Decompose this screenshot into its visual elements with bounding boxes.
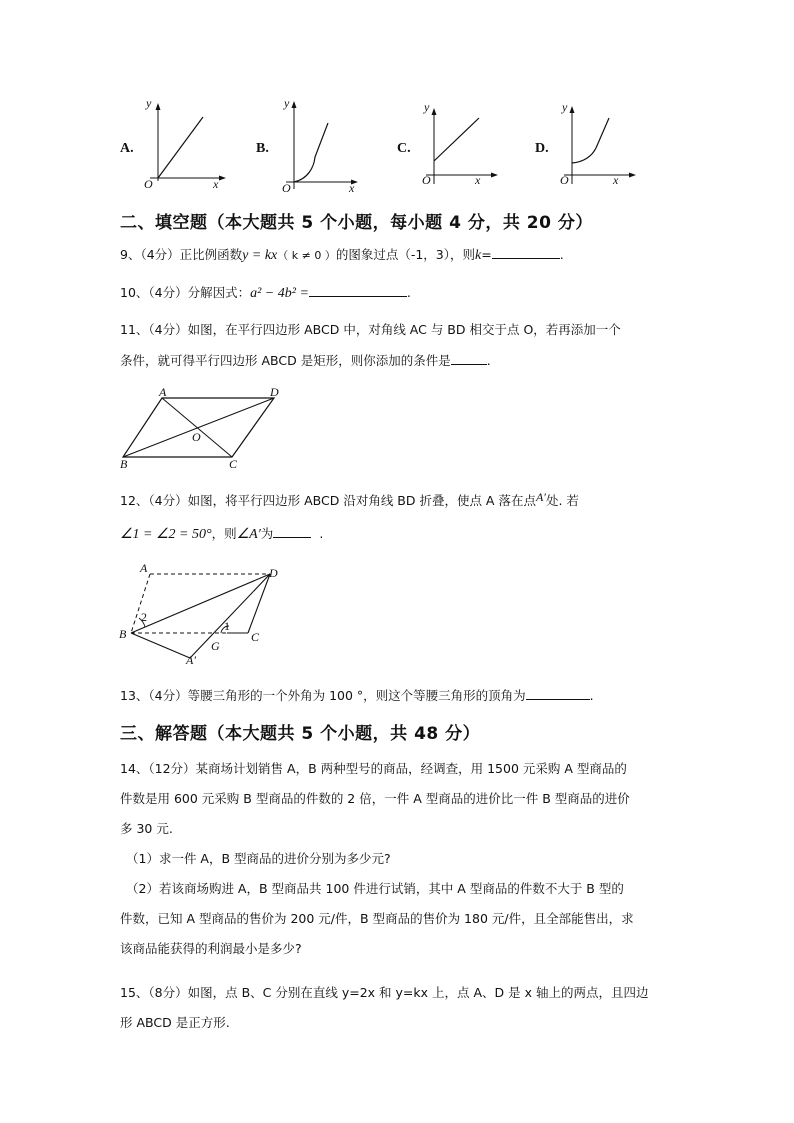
q12-answer-blank[interactable]	[273, 525, 311, 538]
q12-label-aprime: A′	[186, 653, 196, 667]
option-c-curve	[434, 118, 479, 161]
section3-heading: 三、解答题（本大题共 5 个小题，共 48 分）	[120, 724, 481, 744]
option-a-curve	[158, 117, 203, 178]
q12-line1-end: 处. 若	[545, 493, 579, 508]
option-a-label: A.	[120, 141, 134, 156]
q14-sub1: （1）求一件 A，B 型商品的进价分别为多少元?	[126, 851, 391, 866]
option-d-y-label: y	[562, 100, 568, 114]
q13-answer-blank[interactable]	[526, 687, 590, 700]
q9-eq: =	[481, 247, 492, 262]
question-12-line1	[120, 487, 579, 511]
q10-end: .	[406, 285, 411, 300]
q9-mid: 的图象过点（-1，3），则	[335, 247, 475, 262]
q12-line2-end: 为	[260, 526, 274, 541]
q12-label-g: G	[211, 639, 220, 653]
option-c-y-label: y	[424, 100, 430, 114]
question-12-line2	[120, 524, 323, 545]
q12-formula: ∠1 = ∠2 = 50°	[120, 527, 212, 542]
question-11-line2	[120, 351, 491, 371]
option-b-label: B.	[256, 141, 269, 156]
question-10	[120, 283, 411, 304]
q11-line2-text: 条件，就可得平行四边形 ABCD 是矩形，则你添加的条件是	[120, 353, 451, 368]
q9-end: .	[559, 247, 564, 262]
q11-label-o: O	[192, 430, 201, 444]
q14-line1: 14、（12分）某商场计划销售 A，B 两种型号的商品，经调查，用 1500 元采购 A 型商品的	[120, 761, 627, 776]
option-c-label: C.	[397, 141, 411, 156]
q12-label-2: 2	[141, 610, 147, 624]
option-c-graph	[418, 100, 508, 204]
q9-formula: y = kx	[242, 248, 278, 263]
q11-diagonal-ac	[162, 398, 232, 457]
option-a-origin-label: O	[144, 177, 153, 191]
question-13	[120, 686, 594, 706]
option-b-x-label: x	[349, 181, 355, 195]
q12-side-ba	[131, 633, 190, 658]
q14-line3: 多 30 元.	[120, 821, 173, 836]
q12-angle: ∠A′	[236, 527, 261, 542]
q13-end: .	[589, 688, 594, 703]
question-9	[120, 245, 564, 266]
option-d-x-label: x	[613, 173, 619, 187]
option-b-curve	[294, 123, 328, 182]
q9-prefix: 9、（4分）正比例函数	[120, 247, 243, 262]
option-d-curve	[572, 118, 609, 163]
q12-aprime: A′	[535, 490, 546, 504]
q11-label-d: D	[270, 385, 279, 399]
q10-formula: a² − 4b² =	[250, 286, 309, 301]
q12-side-ad	[190, 574, 270, 658]
option-d-origin-label: O	[560, 173, 569, 187]
q12-label-1: 1	[224, 619, 230, 633]
option-b-origin-label: O	[282, 181, 291, 195]
q15-line1: 15、（8分）如图，点 B、C 分别在直线 y=2x 和 y=kx 上，点 A、D 是 x 轴上的两点，且四边	[120, 985, 649, 1000]
option-b-y-label: y	[284, 96, 290, 110]
option-c-origin-label: O	[422, 173, 431, 187]
q11-label-b: B	[120, 457, 128, 471]
q9-k: k	[475, 248, 482, 263]
q10-prefix: 10、（4分）分解因式：	[120, 285, 251, 300]
q14-sub2a: （2）若该商场购进 A，B 型商品共 100 件进行试销，其中 A 型商品的件数不大于 B 型的	[126, 881, 624, 896]
q9-answer-blank[interactable]	[492, 246, 560, 259]
option-b-graph	[278, 95, 368, 199]
q11-label-c: C	[229, 457, 238, 471]
option-a-x-label: x	[213, 177, 219, 191]
option-c-x-label: x	[475, 173, 481, 187]
q12-diagonal-bd	[131, 574, 270, 633]
q11-diagonal-bd	[123, 398, 274, 457]
q9-cond: （ k ≠ 0 ）	[277, 249, 336, 262]
q12-label-a: A	[140, 561, 148, 575]
section2-heading: 二、填空题（本大题共 5 个小题，每小题 4 分，共 20 分）	[120, 213, 593, 233]
q11-end: .	[486, 353, 491, 368]
q15-line2: 形 ABCD 是正方形.	[120, 1015, 230, 1030]
question-14	[120, 754, 680, 964]
q13-text: 13、（4分）等腰三角形的一个外角为 100 °，则这个等腰三角形的顶角为	[120, 688, 526, 703]
q14-sub2b: 件数，已知 A 型商品的售价为 200 元/件，B 型商品的售价为 180 元/件，且全部能售出，求	[120, 911, 634, 926]
option-d-graph	[556, 100, 646, 204]
q12-side-cd	[248, 574, 270, 633]
q14-sub2c: 该商品能获得的利润最小是多少?	[120, 941, 302, 956]
q11-label-a: A	[159, 385, 167, 399]
q12-end: .	[319, 526, 324, 541]
question-11-line1: 11、（4分）如图，在平行四边形 ABCD 中，对角线 AC 与 BD 相交于点 O，若再添加一个	[120, 322, 621, 337]
question-15	[120, 978, 680, 1038]
q12-label-d: D	[269, 566, 278, 580]
q12-line1-text: 12、（4分）如图，将平行四边形 ABCD 沿对角线 BD 折叠，使点 A 落在点	[120, 493, 536, 508]
q12-mid: ，则	[211, 526, 237, 541]
q10-answer-blank[interactable]	[309, 284, 407, 297]
option-d-label: D.	[535, 141, 549, 156]
q12-label-b: B	[119, 627, 127, 641]
q12-label-c: C	[251, 630, 260, 644]
option-a-y-label: y	[146, 96, 152, 110]
q11-answer-blank[interactable]	[451, 352, 487, 365]
q14-line2: 件数是用 600 元采购 B 型商品的件数的 2 倍，一件 A 型商品的进价比一件 B 型商品的进价	[120, 791, 630, 806]
